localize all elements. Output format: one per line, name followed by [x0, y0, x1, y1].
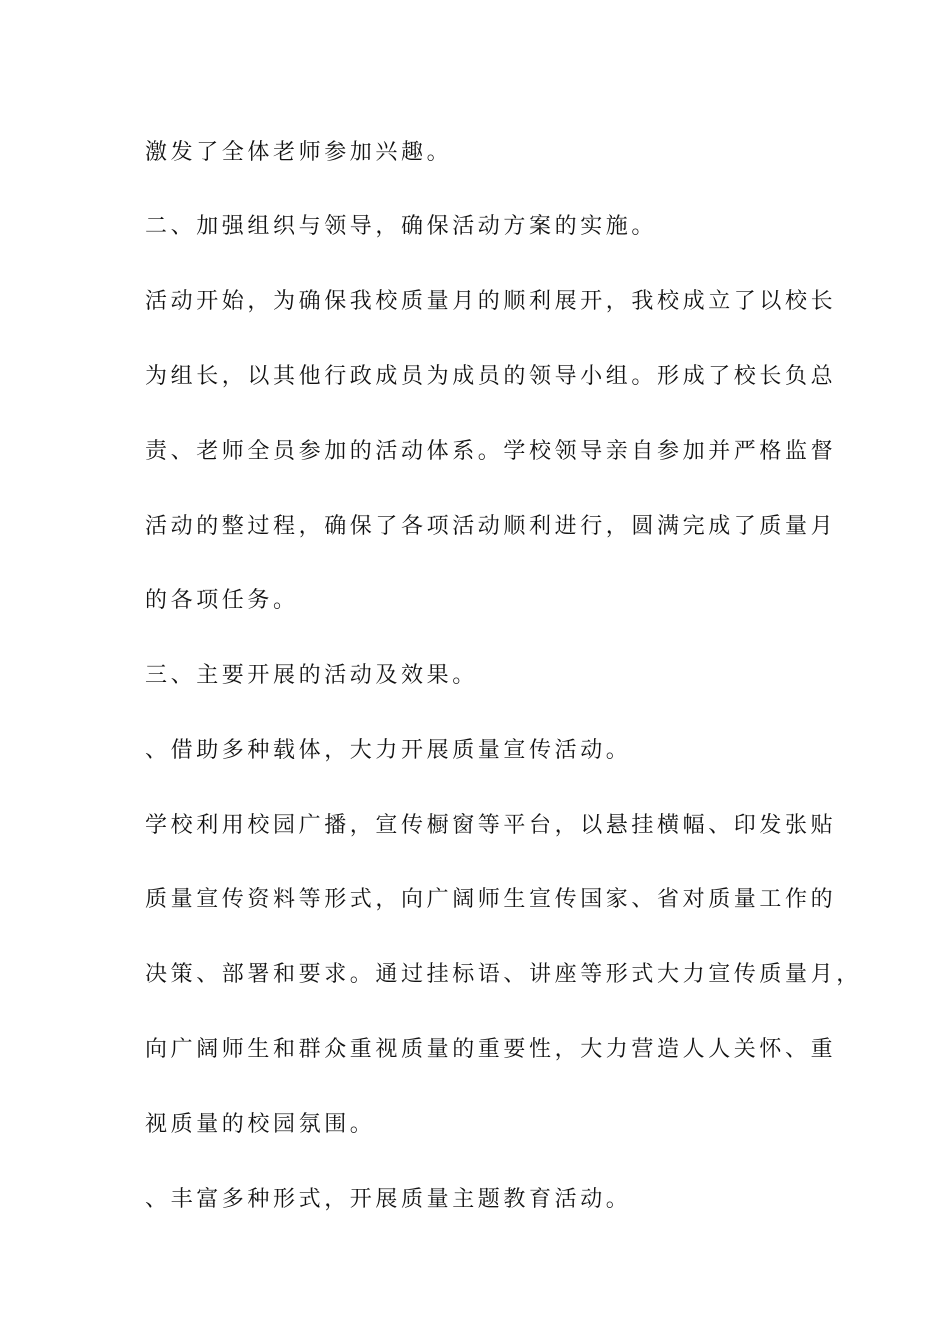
text-line: 为组长，以其他行政成员为成员的领导小组。形成了校长负总: [145, 364, 837, 389]
text-line: 责、老师全员参加的活动体系。学校领导亲自参加并严格监督: [145, 439, 837, 464]
text-line: 视质量的校园氛围。: [145, 1112, 376, 1137]
text-line: 学校利用校园广播，宣传橱窗等平台，以悬挂横幅、印发张贴: [145, 813, 837, 838]
subsection-heading: 、借助多种载体，大力开展质量宣传活动。: [145, 738, 632, 763]
text-line: 活动的整过程，确保了各项活动顺利进行，圆满完成了质量月: [145, 514, 837, 539]
section-heading: 二、加强组织与领导，确保活动方案的实施。: [145, 214, 658, 239]
text-line: 质量宣传资料等形式，向广阔师生宣传国家、省对质量工作的: [145, 887, 837, 912]
text-line: 激发了全体老师参加兴趣。: [145, 140, 453, 165]
section-heading: 三、主要开展的活动及效果。: [145, 663, 478, 688]
text-line: 决策、部署和要求。通过挂标语、讲座等形式大力宣传质量月，: [145, 962, 862, 987]
subsection-heading: 、丰富多种形式，开展质量主题教育活动。: [145, 1187, 632, 1212]
text-line: 向广阔师生和群众重视质量的重要性，大力营造人人关怀、重: [145, 1037, 837, 1062]
text-line: 活动开始，为确保我校质量月的顺利展开，我校成立了以校长: [145, 289, 837, 314]
text-line: 的各项任务。: [145, 588, 299, 613]
